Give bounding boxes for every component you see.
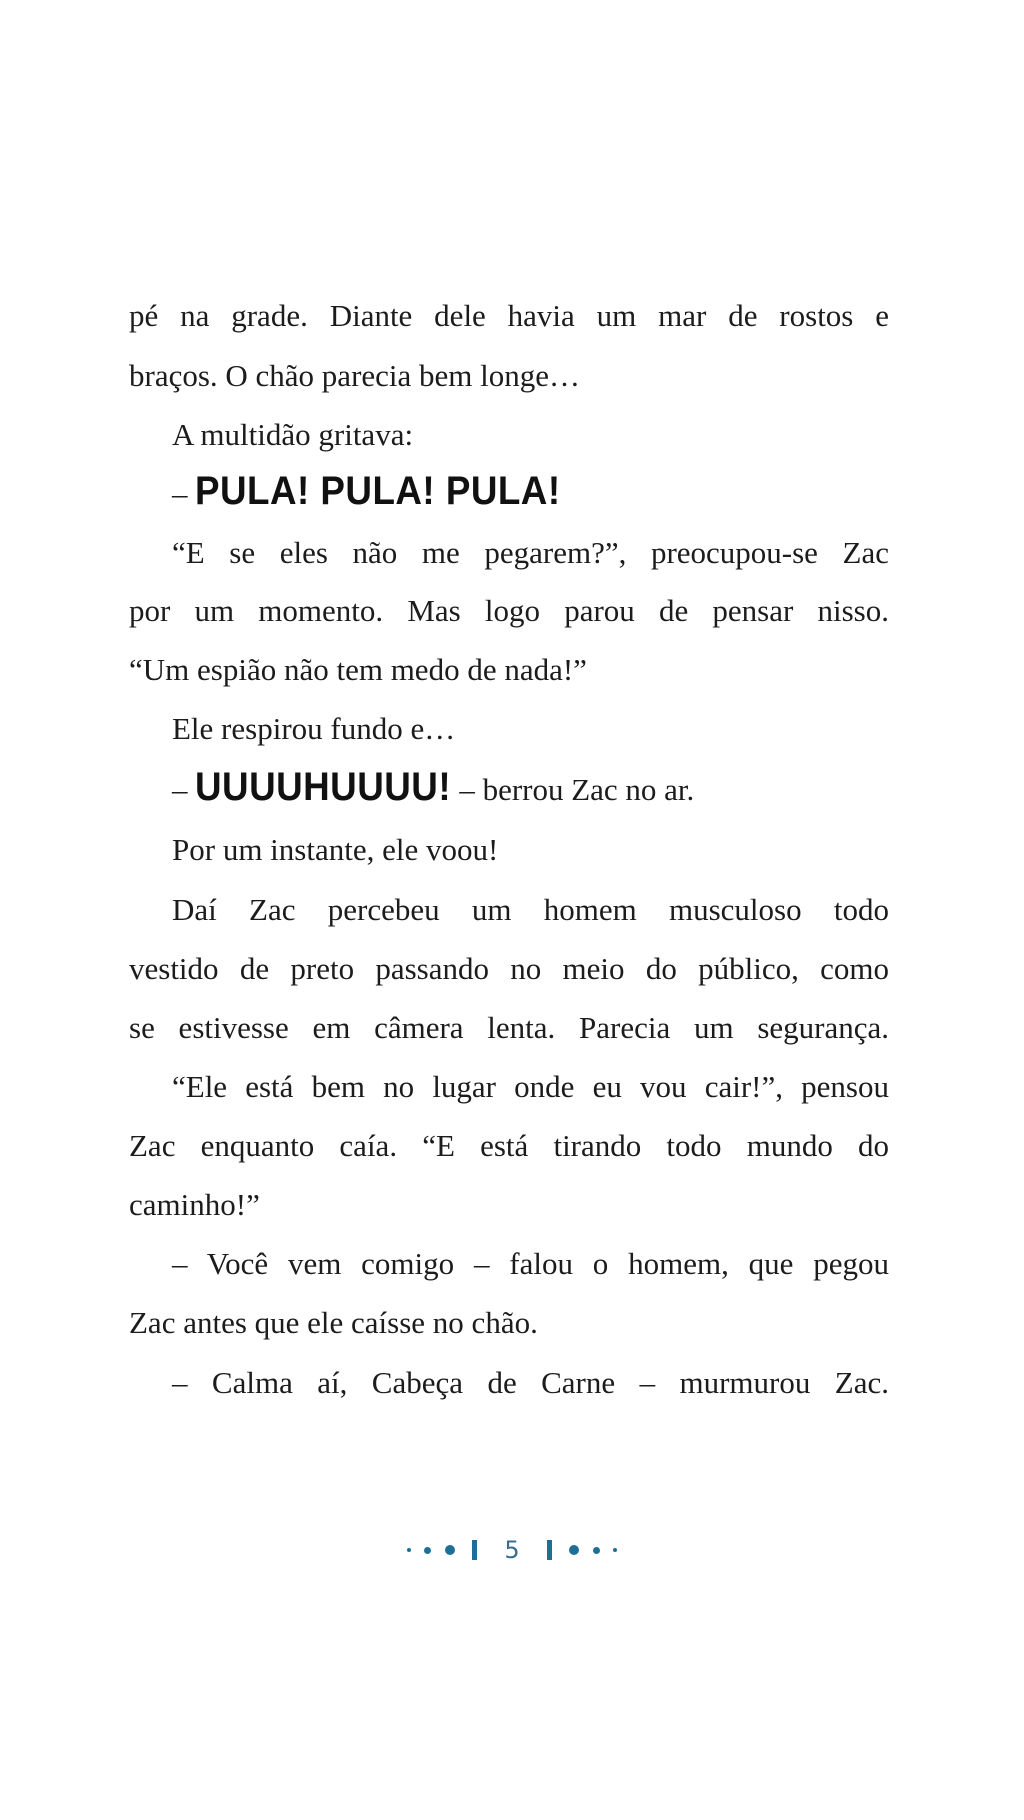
page-number-ornament — [0, 1535, 1024, 1564]
text-line: braços. O chão parecia bem longe… — [129, 358, 581, 393]
shout-text: UUUUHUUUU! — [195, 765, 452, 809]
dialogue-dash: – — [172, 772, 196, 807]
ornament-dot-icon — [407, 1548, 411, 1552]
text-line: “Ele está bem no lugar onde eu vou cair!”, pensou — [172, 1069, 889, 1104]
page-number: 5 — [504, 1536, 520, 1564]
text-line: Zac antes que ele caísse no chão. — [129, 1305, 538, 1340]
shout-attribution: – berrou Zac no ar. — [451, 772, 695, 807]
shout-text: PULA! PULA! PULA! — [195, 469, 561, 513]
text-line: caminho!” — [129, 1187, 260, 1222]
ornament-dot-icon — [445, 1545, 455, 1555]
text-line: por um momento. Mas logo parou de pensar nisso. — [129, 593, 889, 628]
text-line: vestido de preto passando no meio do público, como — [129, 951, 889, 986]
text-line: Por um instante, ele voou! — [172, 832, 499, 867]
ornament-bar-icon — [547, 1540, 552, 1560]
text-line: – Você vem comigo – falou o homem, que pegou — [172, 1246, 889, 1281]
text-line: se estivesse em câmera lenta. Parecia um segurança. — [129, 1010, 889, 1045]
text-line: A multidão gritava: — [172, 417, 414, 452]
text-line: – Calma aí, Cabeça de Carne – murmurou Zac. — [172, 1365, 889, 1400]
ornament-dot-icon — [424, 1547, 431, 1554]
shout-line-uuuhuuu — [172, 767, 889, 810]
ornament-dot-icon — [593, 1547, 600, 1554]
text-line: “Um espião não tem medo de nada!” — [129, 652, 587, 687]
ornament-dot-icon — [613, 1548, 617, 1552]
text-line: Daí Zac percebeu um homem musculoso todo — [172, 892, 889, 927]
shout-line-pula — [172, 471, 889, 514]
ornament-dot-icon — [569, 1545, 579, 1555]
text-line: pé na grade. Diante dele havia um mar de rostos e — [129, 298, 889, 333]
ornament-bar-icon — [472, 1540, 477, 1560]
dialogue-dash: – — [172, 476, 196, 511]
text-line: Ele respirou fundo e… — [172, 711, 456, 746]
text-line: “E se eles não me pegarem?”, preocupou-se Zac — [172, 535, 889, 570]
text-line: Zac enquanto caía. “E está tirando todo mundo do — [129, 1128, 889, 1163]
